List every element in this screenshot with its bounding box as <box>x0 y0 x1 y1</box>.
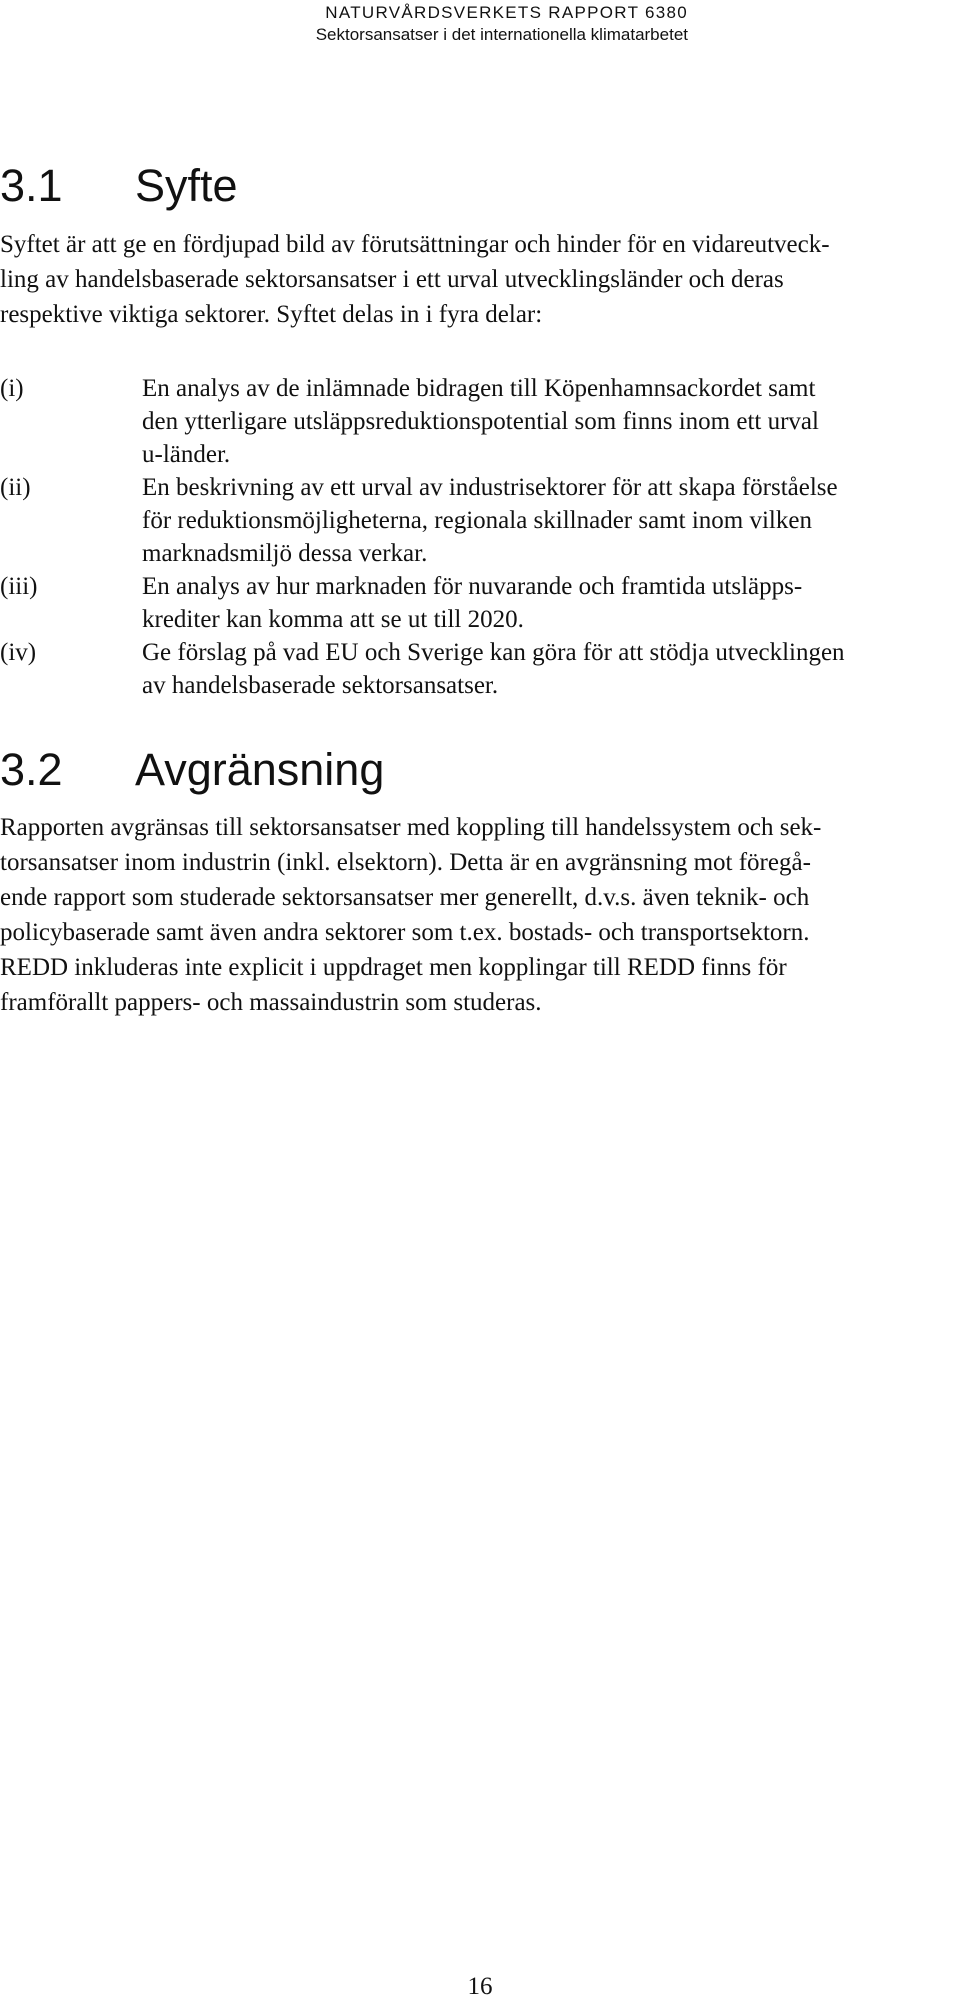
paragraph-line: framförallt pappers- och massaindustrin som studeras. <box>0 989 542 1016</box>
list-marker: (iv) <box>0 639 37 666</box>
intro-paragraph <box>0 227 960 332</box>
paragraph-line: ende rapport som studerade sektorsansatser mer generellt, d.v.s. även teknik- och <box>0 884 810 911</box>
paragraph-line: Rapporten avgränsas till sektorsansatser med koppling till handelssystem och sek- <box>0 814 822 841</box>
paragraph-line: ling av handelsbaserade sektorsansatser i ett urval utvecklingsländer och deras <box>0 266 784 293</box>
list-line: En analys av hur marknaden för nuvarande och framtida utsläpps- <box>142 573 803 600</box>
paragraph-line: torsansatser inom industrin (inkl. elsektorn). Detta är en avgränsning mot föregå- <box>0 849 811 876</box>
scope-paragraph <box>0 810 960 1020</box>
list-line: av handelsbaserade sektorsansatser. <box>142 672 499 699</box>
list-item <box>0 570 960 636</box>
list-item-text <box>142 372 960 471</box>
section-title: Avgränsning <box>135 744 385 795</box>
list-line: Ge förslag på vad EU och Sverige kan göra för att stödja utvecklingen <box>142 639 845 666</box>
list-marker: (iii) <box>0 573 38 600</box>
list-item-text <box>142 471 960 570</box>
purpose-list <box>0 372 960 702</box>
list-item <box>0 471 960 570</box>
paragraph-line: policybaserade samt även andra sektorer som t.ex. bostads- och transportsektorn. <box>0 919 810 946</box>
list-item-text <box>142 570 960 636</box>
list-line: En analys av de inlämnade bidragen till Köpenhamnsackordet samt <box>142 375 816 402</box>
list-line: marknadsmiljö dessa verkar. <box>142 540 428 567</box>
list-marker: (ii) <box>0 474 31 501</box>
list-line: för reduktionsmöjligheterna, regionala skillnader samt inom vilken <box>142 507 812 534</box>
list-line: den ytterligare utsläppsreduktionspotential som finns inom ett urval <box>142 408 819 435</box>
page-number: 16 <box>467 1973 493 2000</box>
list-line: u-länder. <box>142 441 231 468</box>
section-number: 3.2 <box>0 744 63 795</box>
section-title: Syfte <box>135 160 238 211</box>
list-line: En beskrivning av ett urval av industrisektorer för att skapa förståelse <box>142 474 838 501</box>
paragraph-line: REDD inkluderas inte explicit i uppdraget men kopplingar till REDD finns för <box>0 954 787 981</box>
list-item-text <box>142 636 960 702</box>
paragraph-line: Syftet är att ge en fördjupad bild av förutsättningar och hinder för en vidareutveck- <box>0 231 830 258</box>
report-subtitle: Sektorsansatser i det internationella klimatarbetet <box>315 25 688 44</box>
list-line: krediter kan komma att se ut till 2020. <box>142 606 524 633</box>
section-number: 3.1 <box>0 160 63 211</box>
list-item <box>0 372 960 471</box>
paragraph-line: respektive viktiga sektorer. Syftet delas in i fyra delar: <box>0 301 543 328</box>
report-number: NATURVÅRDSVERKETS RAPPORT 6380 <box>325 3 688 22</box>
section-heading-avgransning <box>0 742 384 798</box>
section-heading-syfte <box>0 158 238 214</box>
list-item <box>0 636 960 702</box>
list-marker: (i) <box>0 375 24 402</box>
running-header <box>316 2 688 46</box>
